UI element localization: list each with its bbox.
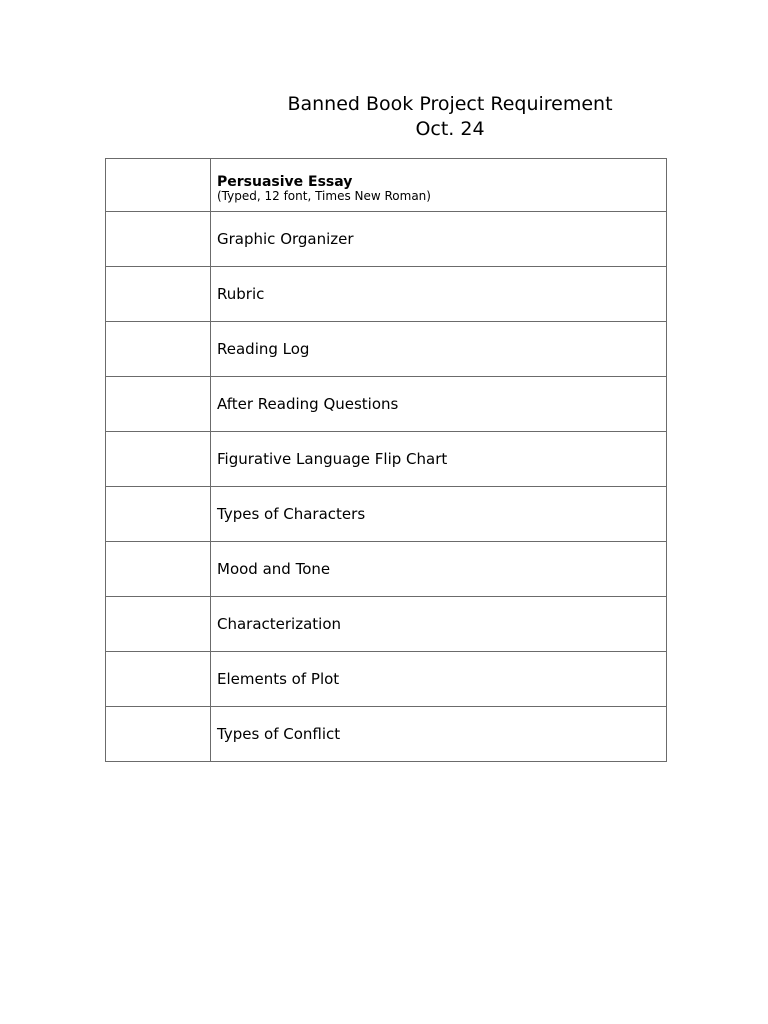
checkoff-cell	[106, 707, 211, 762]
page-title: Banned Book Project Requirement	[287, 93, 613, 115]
table-row	[106, 487, 667, 542]
table-row	[106, 267, 667, 322]
requirement-label: Persuasive Essay	[217, 173, 353, 190]
checkoff-cell	[106, 322, 211, 377]
checkoff-cell	[106, 542, 211, 597]
table-row	[106, 542, 667, 597]
requirement-label: Reading Log	[211, 322, 667, 377]
checkoff-cell	[106, 159, 211, 212]
table-row	[106, 212, 667, 267]
requirement-cell	[211, 159, 667, 212]
table-row	[106, 432, 667, 487]
table-row	[106, 159, 667, 212]
table-row	[106, 597, 667, 652]
due-date: Oct. 24	[415, 118, 485, 140]
checkoff-cell	[106, 267, 211, 322]
table-row	[106, 707, 667, 762]
checkoff-cell	[106, 432, 211, 487]
requirement-label: Types of Characters	[211, 487, 667, 542]
requirement-label: Rubric	[211, 267, 667, 322]
document-header	[230, 92, 670, 142]
checkoff-cell	[106, 487, 211, 542]
requirement-label: After Reading Questions	[211, 377, 667, 432]
checkoff-cell	[106, 377, 211, 432]
requirement-label: Mood and Tone	[211, 542, 667, 597]
requirement-note: (Typed, 12 font, Times New Roman)	[217, 188, 431, 203]
checkoff-cell	[106, 597, 211, 652]
requirements-table	[105, 158, 667, 762]
requirement-label: Figurative Language Flip Chart	[211, 432, 667, 487]
requirement-label: Graphic Organizer	[211, 212, 667, 267]
requirement-label: Characterization	[211, 597, 667, 652]
table-row	[106, 377, 667, 432]
requirement-label: Types of Conflict	[211, 707, 667, 762]
checkoff-cell	[106, 212, 211, 267]
table-row	[106, 652, 667, 707]
checkoff-cell	[106, 652, 211, 707]
requirement-label: Elements of Plot	[211, 652, 667, 707]
table-row	[106, 322, 667, 377]
